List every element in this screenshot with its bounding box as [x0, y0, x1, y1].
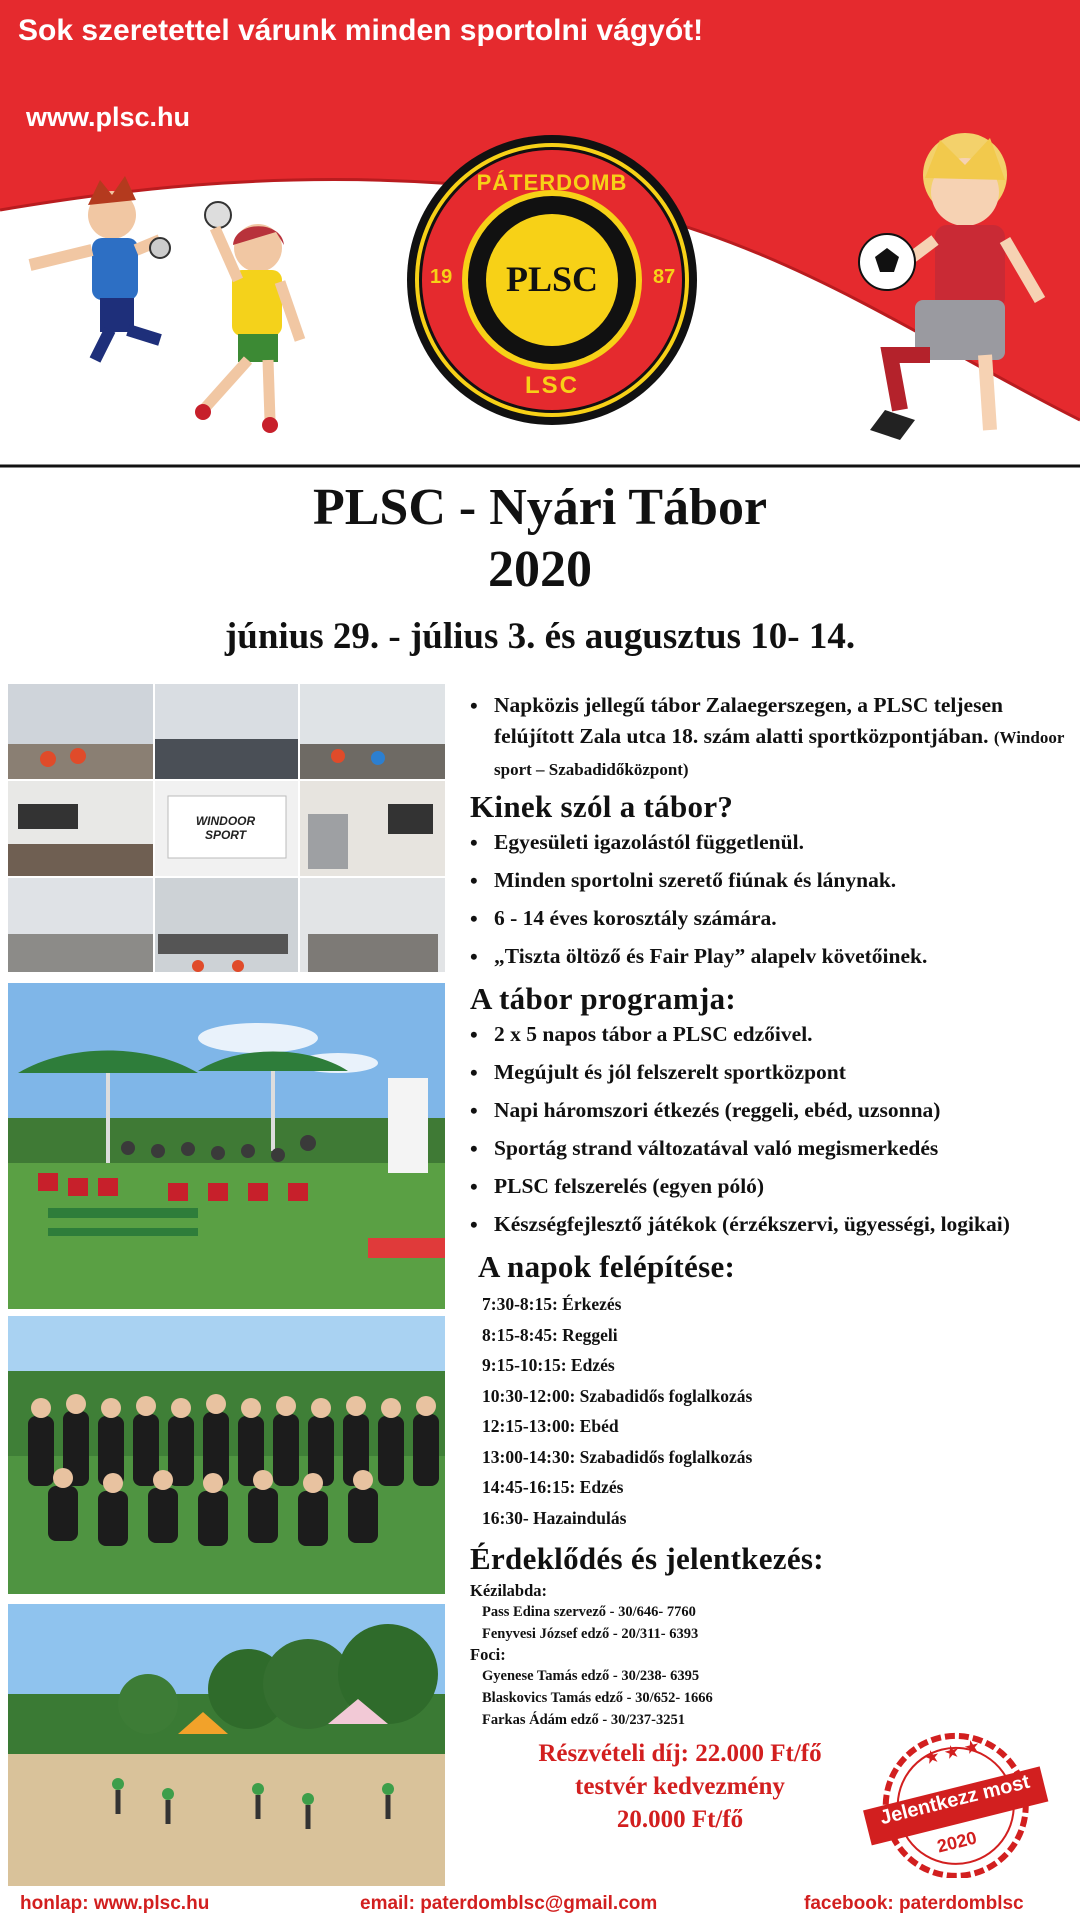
list-item: [470, 1173, 1070, 1200]
footer-email-link[interactable]: email: paterdomblsc@gmail.com: [360, 1893, 658, 1914]
footer-homepage-link[interactable]: honlap: www.plsc.hu: [20, 1893, 210, 1914]
logo-bottom-text: LSC: [525, 372, 579, 399]
list-item: [470, 1021, 1070, 1048]
schedule-item: 9:15-10:15: Edzés: [482, 1355, 615, 1375]
program-heading: A tábor programja:: [470, 981, 737, 1016]
schedule-item: 14:45-16:15: Edzés: [482, 1477, 624, 1497]
bullet-icon: •: [470, 1136, 478, 1161]
bullet-icon: •: [470, 1212, 478, 1237]
bullet-icon: •: [470, 830, 478, 855]
contact-line: Gyenese Tamás edző - 30/238- 6395: [482, 1668, 700, 1684]
camp-dates: június 29. - július 3. és augusztus 10- 14.: [224, 616, 856, 657]
list-item-text: Sportág strand változatával való megismerkedés: [494, 1136, 939, 1160]
list-item-text: „Tiszta öltöző és Fair Play” alapelv követőinek.: [494, 944, 928, 968]
list-item: [470, 1211, 1070, 1238]
list-item: [470, 1059, 1070, 1086]
list-item-text: 2 x 5 napos tábor a PLSC edzőivel.: [494, 1022, 813, 1046]
contact-heading: Érdeklődés és jelentkezés:: [470, 1541, 824, 1576]
bullet-icon: •: [470, 1022, 478, 1047]
schedule-item: 13:00-14:30: Szabadidős foglalkozás: [482, 1446, 753, 1467]
list-item-text: Készségfejlesztő játékok (érzékszervi, ügyességi, logikai): [494, 1212, 1010, 1236]
program-list: [470, 1021, 1070, 1238]
interior-photo-collage: [8, 684, 445, 972]
bullet-icon: •: [470, 1098, 478, 1123]
info-column: [470, 690, 1070, 1836]
list-item-text: 6 - 14 éves korosztály számára.: [494, 906, 777, 930]
beach-sport-photo: [8, 1604, 445, 1886]
list-item: [470, 905, 1070, 932]
schedule-heading: A napok felépítése:: [478, 1249, 736, 1284]
windoor-sign: WINDOOR SPORT: [195, 814, 256, 842]
bullet-icon: •: [470, 944, 478, 969]
bullet-icon: •: [470, 693, 478, 718]
list-item-text: PLSC felszerelés (egyen póló): [494, 1174, 765, 1198]
list-item: [470, 867, 1070, 894]
contact-line: Farkas Ádám edző - 30/237-3251: [482, 1712, 685, 1728]
audience-heading: Kinek szól a tábor?: [470, 789, 734, 824]
logo-year-right: 87: [653, 266, 676, 288]
schedule-item: 12:15-13:00: Ebéd: [482, 1416, 619, 1436]
schedule-item: 8:15-8:45: Reggeli: [482, 1324, 618, 1345]
camp-outdoor-photo: [8, 983, 445, 1309]
football-label: Foci:: [470, 1645, 506, 1664]
contact-line: Pass Edina szervező - 30/646- 7760: [482, 1604, 696, 1620]
handball-kids-illustration: [30, 176, 300, 433]
list-item: [470, 829, 1070, 856]
fee-price: Részvételi díj: 22.000 Ft/fő: [538, 1740, 822, 1767]
list-item: [470, 943, 1070, 970]
list-item-text: Egyesületi igazolástól függetlenül.: [494, 830, 804, 854]
fee-sibling-label: testvér kedvezmény: [575, 1773, 785, 1800]
header-banner: [0, 0, 1080, 470]
bullet-icon: •: [470, 1174, 478, 1199]
stamp-text: Jelentkezz most: [877, 1770, 1032, 1830]
list-item: [470, 1097, 1070, 1124]
logo-top-text: PÁTERDOMB: [476, 170, 628, 195]
schedule-item: 16:30- Hazaindulás: [482, 1507, 627, 1528]
fee-sibling-price: 20.000 Ft/fő: [616, 1806, 744, 1833]
bullet-icon: •: [470, 1060, 478, 1085]
header-tagline: Sok szeretettel várunk minden sportolni vágyót!: [18, 14, 704, 47]
footer-facebook-link[interactable]: facebook: paterdomblsc: [804, 1893, 1024, 1914]
group-portrait-photo: [8, 1316, 445, 1594]
stamp-year: 2020: [935, 1827, 979, 1857]
contact-line: Fenyvesi József edző - 20/311- 6393: [482, 1626, 699, 1642]
list-item-text: Minden sportolni szerető fiúnak és lánynak.: [494, 868, 897, 892]
fee-block: [470, 1737, 890, 1836]
schedule-list: [470, 1289, 1070, 1533]
schedule-item: 7:30-8:15: Érkezés: [482, 1294, 622, 1314]
register-now-stamp: [852, 1728, 1058, 1878]
logo-monogram: PLSC: [505, 259, 599, 299]
bullet-icon: •: [470, 868, 478, 893]
footer: [0, 1886, 1080, 1920]
bullet-icon: •: [470, 906, 478, 931]
schedule-item: 10:30-12:00: Szabadidős foglalkozás: [482, 1385, 753, 1406]
list-item-text: Megújult és jól felszerelt sportközpont: [494, 1060, 846, 1084]
handball-label: Kézilabda:: [470, 1581, 547, 1600]
intro-note: (Windoor sport – Szabadidőközpont): [494, 728, 1065, 779]
intro-paragraph: [470, 690, 1070, 785]
audience-list: [470, 829, 1070, 970]
page-year: 2020: [488, 541, 592, 598]
contact-line: Blaskovics Tamás edző - 30/652- 1666: [482, 1690, 713, 1706]
stamp-stars: ★ ★ ★: [921, 1735, 983, 1769]
header-website: www.plsc.hu: [26, 102, 191, 132]
intro-text: Napközis jellegű tábor Zalaegerszegen, a PLSC teljesen felújított Zala utca 18. szám alatti sportközpontjában.: [494, 693, 1003, 748]
list-item: [470, 1135, 1070, 1162]
list-item-text: Napi háromszori étkezés (reggeli, ebéd, uzsonna): [494, 1098, 941, 1122]
page-title: PLSC - Nyári Tábor: [312, 479, 768, 536]
logo-year-left: 19: [430, 266, 453, 288]
